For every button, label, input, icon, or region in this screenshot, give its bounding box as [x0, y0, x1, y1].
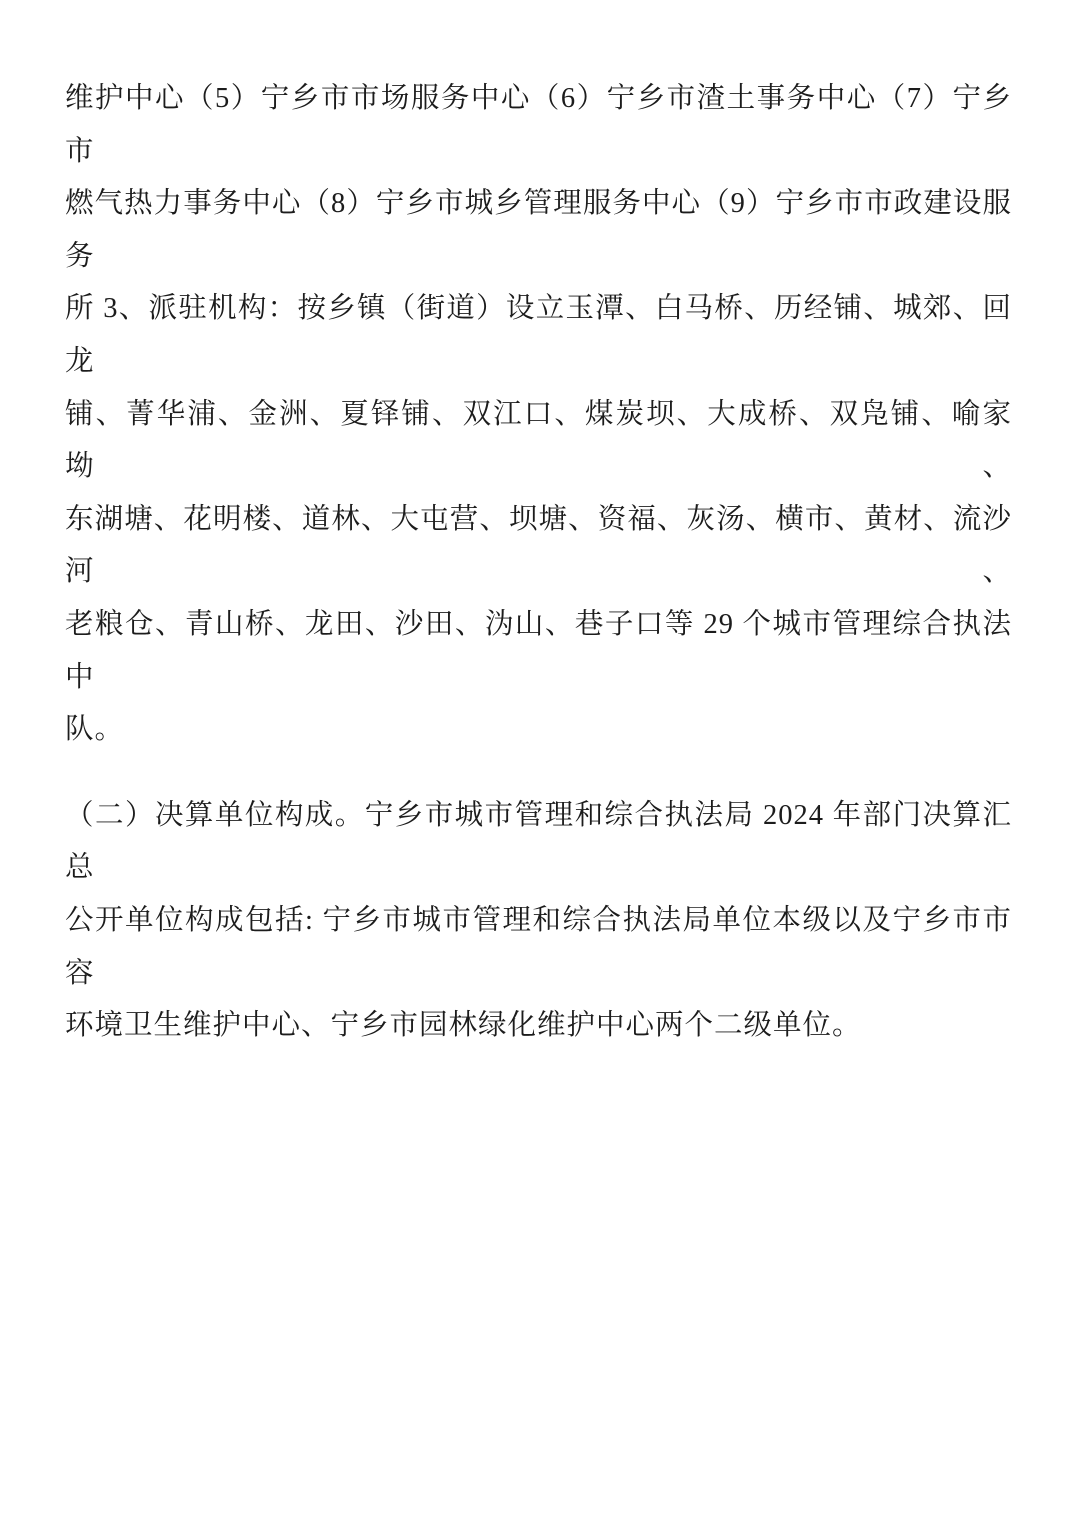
text-line: 公开单位构成包括: 宁乡市城市管理和综合执法局单位本级以及宁乡市市容 — [65, 904, 1012, 989]
paragraph-agency-list — [65, 73, 1012, 757]
text-line: 环境卫生维护中心、宁乡市园林绿化维护中心两个二级单位。 — [65, 1010, 862, 1042]
text-line: 老粮仓、青山桥、龙田、沙田、沩山、巷子口等 29 个城市管理综合执法中 — [65, 608, 1012, 693]
text-line: （二）决算单位构成。宁乡市城市管理和综合执法局 2024 年部门决算汇总 — [65, 799, 1012, 884]
text-line: 燃气热力事务中心（8）宁乡市城乡管理服务中心（9）宁乡市市政建设服务 — [65, 188, 1012, 272]
text-line: 所 3、派驻机构：按乡镇（街道）设立玉潭、白马桥、历经铺、城郊、回龙 — [65, 293, 1012, 377]
text-line: 队。 — [65, 714, 125, 746]
paragraph-unit-composition — [65, 790, 1012, 1053]
text-line: 铺、菁华浦、金洲、夏铎铺、双江口、煤炭坝、大成桥、双凫铺、喻家坳、 — [65, 398, 1012, 483]
text-line: 东湖塘、花明楼、道林、大屯营、坝塘、资福、灰汤、横市、黄材、流沙河、 — [65, 503, 1012, 588]
text-line: 维护中心（5）宁乡市市场服务中心（6）宁乡市渣土事务中心（7）宁乡市 — [65, 83, 1012, 167]
